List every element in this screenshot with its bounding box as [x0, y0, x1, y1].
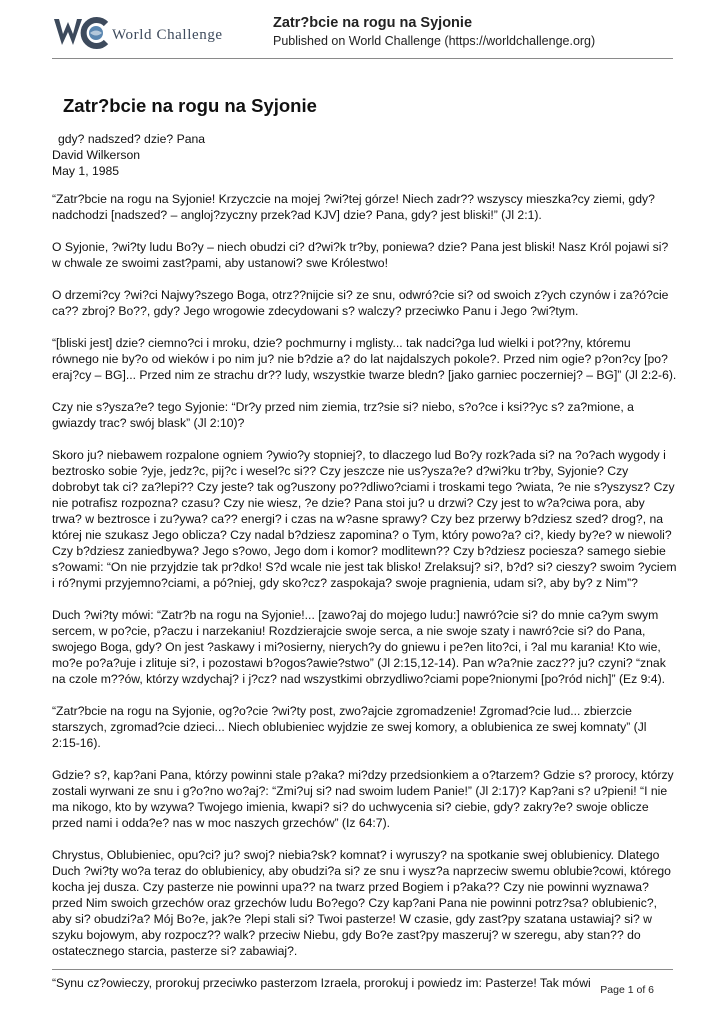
paragraph: Czy nie s?ysza?e? tego Syjonie: “Dr?y przed nim ziemia, trz?sie si? niebo, s?o?ce i ksi??yc s? za?mione, a gwiazdy trac? swój blask” (Jl 2:10)? — [52, 400, 634, 430]
published-line: Published on World Challenge (https://worldchallenge.org) — [273, 34, 596, 48]
article-author: David Wilkerson — [52, 148, 141, 162]
paragraph: Gdzie? s?, kap?ani Pana, którzy powinni stale p?aka? mi?dzy przedsionkiem a o?tarzem? Gdzie s? prorocy, którzy zostali wyrwani ze snu i g?o?no wo?aj?: “Zmi?uj si? nad swoim ludem Panie!” (Jl 2:17)? Kap?ani s? u?pieni! “I nie ma nikogo, kto by wzywa? Twojego imienia, kwapi? si? do uchwycenia si? ciebie, gdy? zakry?e? swoje oblicze przed nami i odda?e? nas w moc naszych grzechów” (Iz 64:7). — [52, 768, 674, 830]
page-header — [0, 0, 725, 60]
paragraph: “[bliski jest] dzie? ciemno?ci i mroku, dzie? pochmurny i mglisty... tak nadci?ga lud wielki i pot??ny, któremu równego nie by?o od wieków i po nim ju? nie b?dzie a? do lat najdalszych pokole?. Przed nim ogie? p?on?cy [po?eraj?cy – BG]... Przed nim ze strachu dr?? ludy, wszystkie twarze bledn? [jako garniec poczerniej? – BG]” (Jl 2:2-6). — [52, 336, 677, 382]
page-number: Page 1 of 6 — [600, 984, 654, 996]
article-date: May 1, 1985 — [52, 164, 120, 178]
paragraph: Chrystus, Oblubieniec, opu?ci? ju? swoj? niebia?sk? komnat? i wyruszy? na spotkanie swej oblubienicy. Dlatego Duch ?wi?ty wo?a teraz do oblubienicy, aby obudzi?a si? ze snu i wysz?a naprzeciw swemu oblubie?cowi, którego kocha jej dusza. Czy pasterze nie powinni upa?? na twarz przed Bogiem i p?aka?? Czy nie powinni wyznawa? przed Nim swoich grzechów oraz grzechów ludu Bo?ego? Czy kap?ani Pana nie powinni potrz?sa? oblubienic?, aby si? obudzi?a? Mój Bo?e, jak?e ?lepi stali si? Twoi pasterze! W czasie, gdy zast?py szatana ustawiaj? si? w szyku bojowym, aby rozpocz?? walk? przeciw Niebu, gdy Bo?e zast?py maszeruj? w szeregu, aby stan?? do ostatecznego starcia, pasterze si? zabawiaj?. — [52, 848, 671, 958]
page-title: Zatr?bcie na rogu na Syjonie — [63, 95, 317, 116]
article-subtitle: gdy? nadszed? dzie? Pana — [58, 132, 206, 146]
header-divider — [52, 58, 673, 59]
footer-divider — [52, 969, 673, 970]
header-title: Zatr?bcie na rogu na Syjonie — [273, 15, 473, 31]
paragraph: O drzemi?cy ?wi?ci Najwy?szego Boga, otrz??nijcie si? ze snu, odwró?cie si? od swoich z?ych czynów i za?ó?cie ca?? zbroj? Bo??, gdy? Jego wrogowie zdecydowani s? walczy? przeciwko Panu i Jego ?wi?tym. — [52, 288, 669, 318]
world-challenge-logo-icon — [52, 12, 252, 52]
article-meta — [52, 131, 205, 179]
article-body — [52, 191, 677, 991]
paragraph: O Syjonie, ?wi?ty ludu Bo?y – niech obudzi ci? d?wi?k tr?by, poniewa? dzie? Pana jest bliski! Nasz Król pojawi si? w chwale ze swoimi zast?pami, aby ustanowi? swe Królestwo! — [52, 240, 669, 270]
paragraph: Skoro ju? niebawem rozpalone ogniem ?ywio?y stopniej?, to dlaczego lud Bo?y rozk?ada si? na ?o?ach wygody i beztrosko sobie ?yje, jedz?c, pij?c i wesel?c si?? Czy jeszcze nie us?ysza?e? d?wi?ku tr?by, Syjonie? Czy dobrobyt tak ci? za?lepi?? Czy jeste? tak og?uszony po??dliwo?ciami i troskami tego ?wiata, ?e nie s?yszysz? Czy nie potrafisz rozpozna? czasu? Czy nie wiesz, ?e dzie? Pana stoi ju? u drzwi? Czy jest to w?a?ciwa pora, aby trwa? w beztrosce i zu?ywa? ca?? energi? i czas na w?asne sprawy? Czy bez przerwy b?dziesz szed? drog?, na której nie szukasz Jego oblicza? Czy nadal b?dziesz zapomina? o Tym, który powo?a? ci?, kiedy by?e? w niewoli? Czy b?dziesz zaniedbywa? Jego s?owo, Jego dom i komor? modlitewn?? Czy b?dziesz pociesza? samego siebie s?owami: “On nie przyjdzie tak pr?dko! S?d wcale nie jest tak blisko! Zrelaksuj? si?, b?d? si? cieszy? swoim ?yciem i ró?nymi przyjemno?ciami, a pó?niej, gdy sko?cz? zaspokaja? swoje pragnienia, udam si?, aby by? z Nim”? — [52, 448, 677, 590]
logo-text: World Challenge — [112, 27, 223, 43]
paragraph: “Synu cz?owieczy, prorokuj przeciwko pasterzom Izraela, prorokuj i powiedz im: Pasterze! Tak mówi — [52, 976, 591, 990]
world-challenge-logo[interactable] — [52, 12, 252, 52]
paragraph: “Zatr?bcie na rogu na Syjonie, og?o?cie ?wi?ty post, zwo?ajcie zgromadzenie! Zgromad?cie lud... zbierzcie starszych, zgromad?cie dzieci... Niech oblubieniec wyjdzie ze swej komory, a oblubienica ze swej komnaty” (Jl 2:15-16). — [52, 704, 647, 750]
paragraph: Duch ?wi?ty mówi: “Zatr?b na rogu na Syjonie!... [zawo?aj do mojego ludu:] nawró?cie si? do mnie ca?ym swym sercem, w po?cie, p?aczu i narzekaniu! Rozdzierajcie swoje serca, a nie swoje szaty i nawró?cie si? do Pana, swojego Boga, gdy? On jest ?askawy i mi?osierny, nierych?y do gniewu i pe?en lito?ci, i ?al mu karania! Kto wie, mo?e po?a?uje i zlituje si?, i pozostawi b?ogos?awie?stwo” (Jl 2:15,12-14). Pan w?a?nie zacz?? ju? czyni? “znak na czole m??ów, którzy wzdychaj? i j?cz? nad wszystkimi obrzydliwo?ciami pope?nionymi [po?ród nich]” (Ez 9:4). — [52, 608, 666, 686]
paragraph: “Zatr?bcie na rogu na Syjonie! Krzyczcie na mojej ?wi?tej górze! Niech zadr?? wszyscy mieszka?cy ziemi, gdy? nadchodzi [nadszed? – angloj?zyczny przek?ad KJV] dzie? Pana, gdy? jest bliski!” (Jl 2:1). — [52, 192, 655, 222]
header-text — [273, 14, 595, 50]
